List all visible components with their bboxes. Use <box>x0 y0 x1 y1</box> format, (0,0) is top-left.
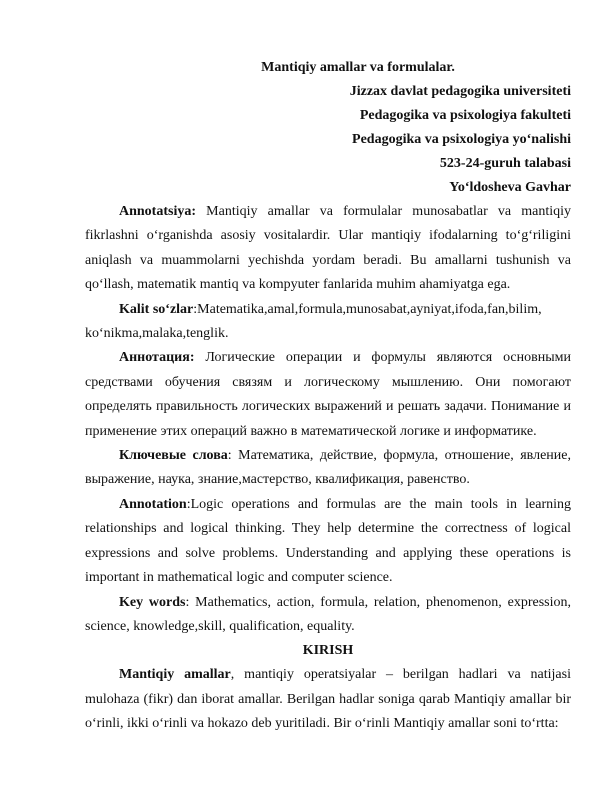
annotation-uz-label: Annotatsiya: <box>119 204 197 219</box>
section-heading: KIRISH <box>302 643 354 659</box>
intro-label: Mantiqiy amallar <box>119 667 231 683</box>
keywords-en <box>85 591 571 640</box>
keywords-uz-label: Kalit so‘zlar <box>119 301 194 317</box>
keywords-ru-text: : Математика, действие, формула, отношение, явление, выражение, наука, знание,мастерство, квалификация, равенство. <box>85 448 572 488</box>
keywords-ru-label: Ключевые слова <box>119 448 228 464</box>
annotation-ru-label: Аннотация: <box>119 350 195 366</box>
annotation-en-text: :Logic operations and formulas are the main tools in learning relationships and logical thinking. They help determine the correctness of logical expressions and solve problems. Understanding and applying these operations is important in mathematical logic and computer science. <box>85 496 571 586</box>
direction-line: Pedagogika va psixologiya yo‘nalishi <box>352 132 571 147</box>
annotation-en-label: Annotation <box>119 496 187 512</box>
annotation-en <box>85 493 571 591</box>
annotation-ru-text: Логические операции и формулы являются основными средствами обучения связям и логическому мышлению. Они помогают определять правильность логических выражений и решать задачи. Понимание и применение этих операций важно в математической логике и информатике. <box>85 350 571 439</box>
faculty-line: Pedagogika va psixologiya fakulteti <box>359 108 571 123</box>
annotation-ru <box>85 346 571 444</box>
annotation-uz-text: Mantiqiy amallar va formulalar munosabatlar va mantiqiy fikrlashni o‘rganishda asosiy vositalardir. Ular mantiqiy ifodalarning to‘g‘riligini aniqlash va muammolarni yechishda yordam beradi. Bu amallarni tushunish va qo‘llash, matematik mantiq va kompyuter fanlarida muhim ahamiyatga ega. <box>85 204 571 293</box>
keywords-ru <box>85 444 571 493</box>
annotation-uz <box>85 200 571 298</box>
group-line: 523-24-guruh talabasi <box>439 156 571 171</box>
keywords-en-label: Key words <box>119 594 186 610</box>
university-line: Jizzax davlat pedagogika universiteti <box>349 84 571 99</box>
keywords-uz <box>85 298 571 347</box>
page-title: Mantiqiy amallar va formulalar. <box>261 60 455 75</box>
intro-paragraph <box>85 663 571 736</box>
keywords-uz-text: :Matematika,amal,formula,munosabat,ayniyat,ifoda,fan,bilim, ko‘nikma,malaka,tenglik. <box>85 301 542 342</box>
intro-text: , mantiqiy operatsiyalar – berilgan hadlari va natijasi mulohaza (fikr) dan iborat amallar. Berilgan hadlar soniga qarab Mantiqiy amallar bir o‘rinli, ikki o‘rinli va hokazo deb yuritiladi. Bir o‘rinli Mantiqiy amallar soni to‘rtta: <box>85 667 571 732</box>
keywords-en-text: : Mathematics, action, formula, relation, phenomenon, expression, science, knowledge,skill, qualification, equality. <box>85 594 571 634</box>
author-name: Yo‘ldosheva Gavhar <box>449 180 571 195</box>
